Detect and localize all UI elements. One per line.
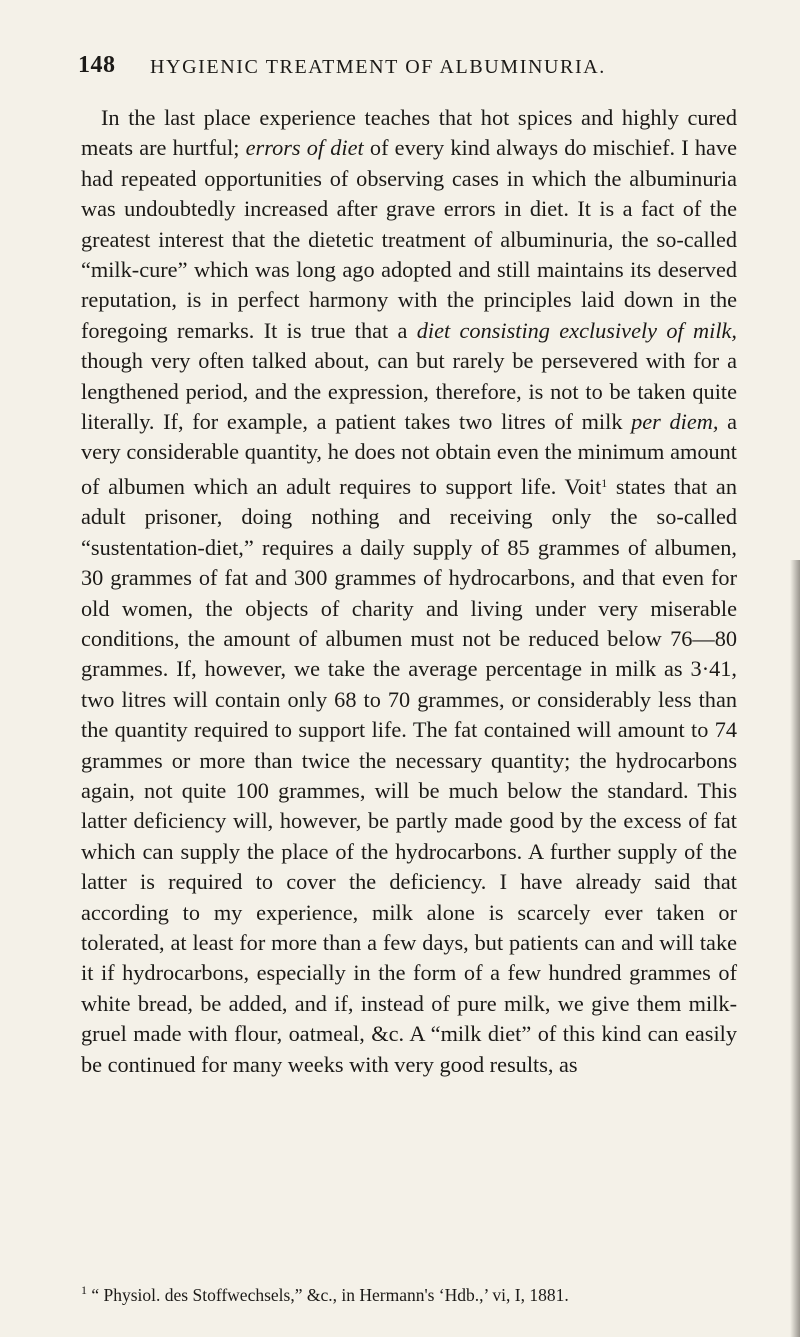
scan-edge-shadow (790, 560, 800, 1337)
footnote-marker: 1 (81, 1283, 87, 1297)
text-run: In the last place experience teaches that hot spices and highly cured meats are hurtful; (81, 105, 737, 161)
text-run: though very often talked about, can but rarely be persevered with for a lengthened period, and the expression, therefore, is not to be taken quite literally. If, for example, a patient takes two litres of milk (81, 348, 737, 435)
footnote (81, 1279, 741, 1306)
text-run: a very considerable quantity, he does not obtain even the minimum amount of albumen which an adult requires to support life. Voit (81, 409, 737, 499)
page-number: 148 (78, 52, 116, 78)
running-title: HYGIENIC TREATMENT OF ALBUMINURIA. (150, 56, 606, 78)
text-run: states that an adult prisoner, doing nothing and receiving only the so-called “sustentation-diet,” requires a daily supply of 85 grammes of albumen, 30 grammes of fat and 300 grammes of hydrocarbons, and that even for old women, the objects of charity and living under very miserable conditions, the amount of albumen must not be reduced below 76—80 grammes. If, however, we take the average percentage in milk as 3·41, two litres will contain only 68 to 70 grammes, or considerably less than the quantity required to support life. The fat contained will amount to 74 grammes or more than twice the necessary quantity; the hydrocarbons again, not quite 100 grammes, will be much below the standard. This latter deficiency will, however, be partly made good by the excess of fat which can supply the place of the hydrocarbons. A further supply of the latter is required to cover the deficiency. I have already said that according to my experience, milk alone is scarcely ever taken or tolerated, at least for more than a few days, but patients can and will take it if hydrocarbons, especially in the form of a few hundred grammes of white bread, be added, and if, instead of pure milk, we give them milk-gruel made with flour, oatmeal, &c. A “milk diet” of this kind can easily be continued for many weeks with very good results, as (81, 473, 737, 1077)
paragraph (81, 103, 737, 1080)
body-text (81, 103, 737, 1080)
emphasis-text: per diem, (631, 409, 719, 435)
text-run: of every kind always do mischief. I have had repeated opportunities of observing cases in which the albuminuria was undoubtedly increased after grave errors in diet. It is a fact of the greatest interest that the dietetic treatment of albuminuria, the so-called “milk-cure” which was long ago adopted and still maintains its deserved reputation, is in perfect harmony with the principles laid down in the foregoing remarks. It is true that a (81, 135, 737, 343)
footnote-reference: 1 (601, 475, 608, 490)
footnote-text: “ Physiol. des Stoffwechsels,” &c., in Hermann's ‘Hdb.,’ vi, I, 1881. (87, 1285, 569, 1305)
emphasis-text: diet consisting exclusively of milk, (416, 317, 738, 343)
running-head (78, 52, 738, 82)
emphasis-text: errors of diet (245, 135, 364, 161)
